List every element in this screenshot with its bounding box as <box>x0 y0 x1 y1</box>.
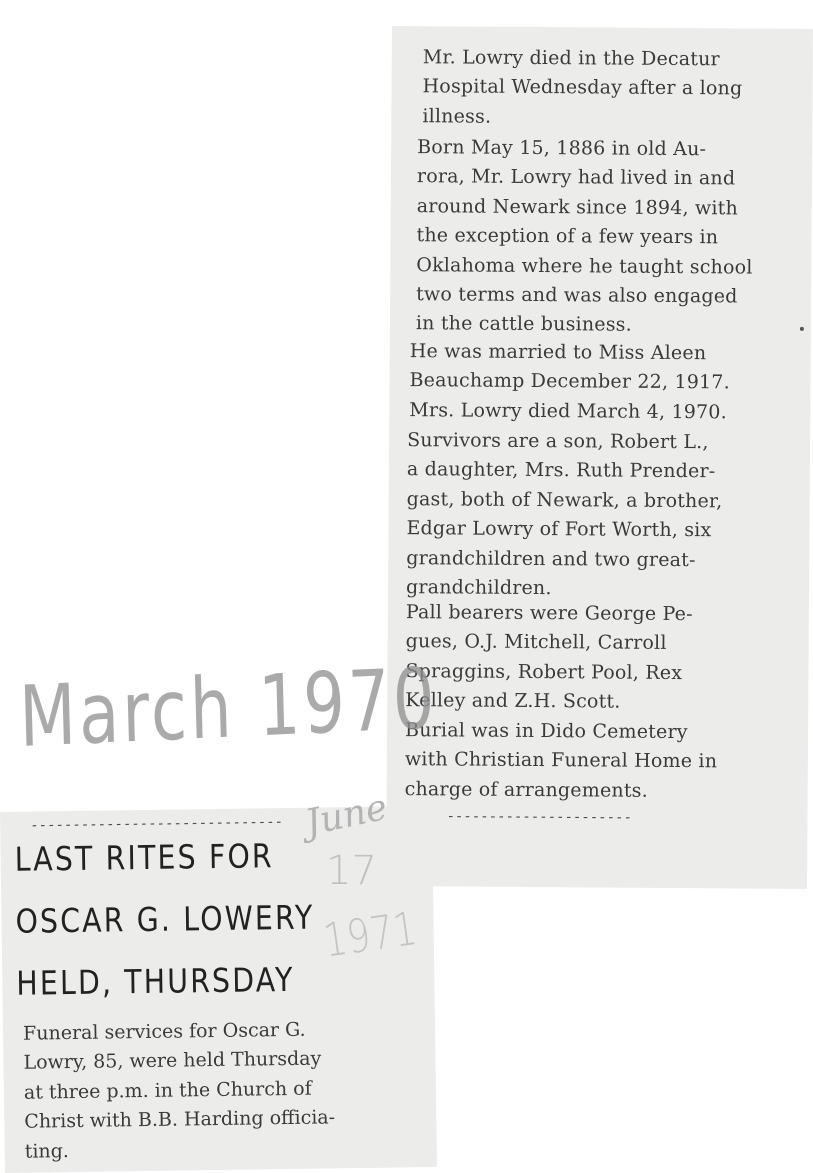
obituary-paragraph-birth: Born May 15, 1886 in old Au- rora, Mr. Lowry had lived in and around Newark since 1894, with the exception of a few years in Oklahoma where he taught school two terms and was also engaged in the cattle business. <box>415 136 753 337</box>
obituary-paragraph-survivors: Survivors are a son, Robert L., a daughter, Mrs. Ruth Prender- gast, both of Newark, a brother, Edgar Lowry of Fort Worth, six grandchildren and two great- grandchildren. <box>406 429 723 600</box>
handwritten-month-note: June <box>302 786 391 845</box>
handwritten-day-note: 17 <box>326 848 377 894</box>
obituary-paragraph-death: Mr. Lowry died in the Decatur Hospital Wednesday after a long illness. <box>422 46 743 128</box>
headline-line-1: LAST RITES FOR <box>14 836 275 879</box>
obituary-paragraph-burial: Burial was in Dido Cemetery with Christian Funeral Home in charge of arrangements. <box>404 719 718 802</box>
lower-top-separator: ------------------------------ <box>30 814 284 834</box>
upper-clipping <box>386 26 813 889</box>
obituary-paragraph-pallbearers: Pall bearers were George Pe- gues, O.J. Mitchell, Carroll Spraggins, Robert Pool, Rex Kelley and Z.H. Scott. <box>405 601 693 713</box>
headline-line-2: OSCAR G. LOWERY <box>15 897 315 941</box>
obituary-paragraph-marriage: He was married to Miss Aleen Beauchamp December 22, 1917. Mrs. Lowry died March 4, 1970. <box>409 340 730 424</box>
handwritten-year-note: 1971 <box>320 900 421 968</box>
upper-end-separator: ---------------------- <box>446 808 632 826</box>
headline-line-3: HELD, THURSDAY <box>16 959 295 1003</box>
handwritten-date-note: March 1970 <box>18 649 439 766</box>
paper-speck <box>800 327 804 331</box>
funeral-services-paragraph: Funeral services for Oscar G. Lowry, 85, were held Thursday at three p.m. in the Church of Christ with B.B. Harding officia- ting. <box>22 1018 336 1163</box>
